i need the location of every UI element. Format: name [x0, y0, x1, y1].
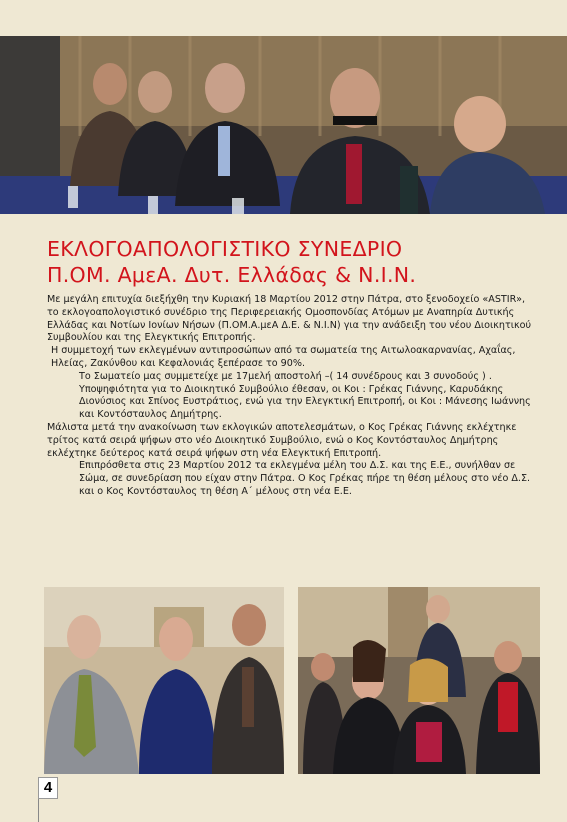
paragraph-2: Η συμμετοχή των εκλεγμένων αντιπροσώπων από τα σωματεία της Αιτωλοακαρνανίας, Αχαΐας, Ηλείας, Ζακύνθου και Κεφαλονιάς ξεπέρασε το 90%.: [51, 345, 516, 369]
title-line-1: ΕΚΛΟΓΟΑΠΟΛΟΓΙΣΤΙΚΟ ΣΥΝΕΔΡΙΟ: [47, 237, 403, 261]
article-title: [47, 236, 547, 288]
article-body: [47, 294, 539, 499]
conference-panel-illustration: [0, 36, 567, 214]
audience-photo: [298, 587, 540, 774]
seated-delegates-illustration: [44, 587, 284, 774]
page-number: 4: [38, 777, 58, 799]
audience-illustration: [298, 587, 540, 774]
paragraph-4: Μάλιστα μετά την ανακοίνωση των εκλογικών αποτελεσμάτων, ο Κος Γρέκας Γιάννης εκλέχτηκε τρίτος κατά σειρά ψήφων στο νέο Διοικητικό Συμβούλιο, ενώ ο Κος Κοντόσταυλος Δημήτρης εκλέχτηκε δεύτερος κατά σειρά ψήφων στη νέα Ελεγκτική Επιτροπή.: [47, 421, 517, 459]
conference-panel-photo: [0, 36, 567, 214]
page-margin-rule: [38, 799, 39, 822]
seated-delegates-photo: [44, 587, 284, 774]
paragraph-3: Το Σωματείο μας συμμετείχε με 17μελή αποστολή –( 14 συνέδρους και 3 συνοδούς ) . Υποψηφιότητα για το Διοικητικό Συμβούλιο έθεσαν, οι Κοι : Γρέκας Γιάννης, Καρυδάκης Διονύσιος και Σπίνος Ευστράτιος, ενώ για την Ελεγκτική Επιτροπή, οι Κοι : Μάνεσης Ιωάννης και Κοντόσταυλος Δημήτρης.: [79, 370, 531, 421]
title-line-2: Π.ΟΜ. ΑμεΑ. Δυτ. Ελλάδας & Ν.Ι.Ν.: [47, 263, 417, 287]
paragraph-1: Με μεγάλη επιτυχία διεξήχθη την Κυριακή 18 Μαρτίου 2012 στην Πάτρα, στο ξενοδοχείο «ASTIR», το εκλογοαπολογιστικό συνέδριο της Περιφερειακής Ομοσπονδίας Ατόμων με Αναπηρία Δυτικής Ελλάδας και Νοτίων Ιονίων Νήσων (Π.ΟΜ.Α.μεΑ Δ.Ε. & Ν.Ι.Ν) για την ανάδειξη του νέου Διοικητικού Συμβουλίου και της Ελεγκτικής Επιτροπής.: [47, 294, 532, 344]
paragraph-5: Επιπρόσθετα στις 23 Μαρτίου 2012 τα εκλεγμένα μέλη του Δ.Σ. και της Ε.Ε., συνήλθαν σε Σώμα, σε συνεδρίαση που είχαν στην Πάτρα. Ο Κος Γρέκας πήρε τη θέση μέλους στο νέο Δ.Σ. και ο Κος Κοντόσταυλος τη θέση Α΄ μέλους στη νέα Ε.Ε.: [79, 460, 531, 497]
